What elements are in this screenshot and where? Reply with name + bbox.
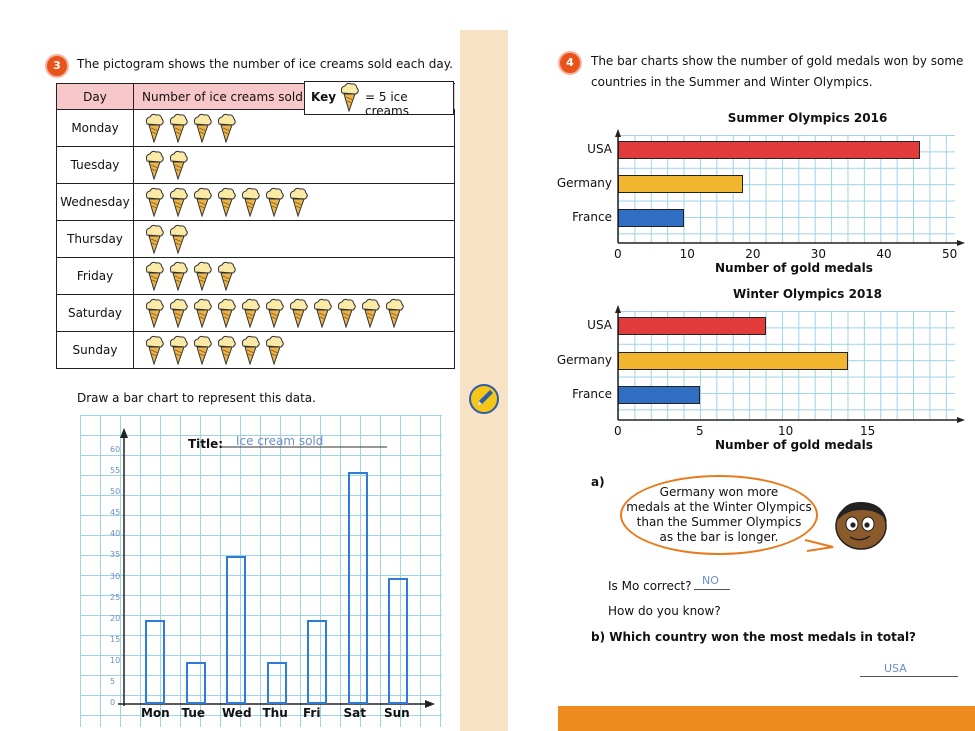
x-category-label: Mon	[141, 706, 170, 720]
x-category-label: Fri	[303, 706, 321, 720]
bubble-line-3: than the Summer Olympics	[636, 515, 802, 529]
y-tick-label: 35	[110, 550, 121, 560]
q3-instruction: Draw a bar chart to represent this data.	[77, 391, 316, 405]
category-label: Germany	[556, 176, 612, 190]
answer-b-line	[860, 676, 958, 677]
x-tick-label: 5	[696, 424, 704, 438]
chart-bar	[618, 386, 700, 404]
y-tick-label: 50	[110, 487, 121, 497]
answer-usa[interactable]: USA	[884, 662, 907, 675]
category-label: USA	[587, 142, 612, 156]
y-tick-label: 40	[110, 529, 121, 539]
x-tick-label: 10	[778, 424, 794, 438]
day-label: Wednesday	[57, 184, 134, 221]
header-number: Number of ice creams sold	[134, 84, 455, 110]
y-tick-label: 10	[110, 655, 121, 665]
x-category-label: Wed	[222, 706, 252, 720]
chart-title: Summer Olympics 2016	[727, 111, 888, 125]
boy-avatar	[832, 498, 894, 552]
day-label: Saturday	[57, 295, 134, 332]
day-label: Sunday	[57, 332, 134, 369]
y-tick-label: 20	[110, 613, 121, 623]
answer-no[interactable]: NO	[702, 574, 719, 587]
chart-title-label: Title:	[188, 437, 224, 451]
q3-prompt: The pictogram shows the number of ice creams sold each day.	[77, 57, 453, 71]
question-number-4: 4	[558, 51, 582, 75]
chart-bar	[618, 352, 848, 370]
day-label: Friday	[57, 258, 134, 295]
x-tick-label: 40	[876, 247, 892, 261]
y-tick-label: 30	[110, 571, 121, 581]
question-number-3: 3	[45, 54, 69, 78]
category-label: Germany	[556, 353, 612, 367]
y-tick-label: 5	[110, 676, 116, 686]
x-axis-label: Number of gold medals	[715, 438, 873, 452]
bubble-line-4: as the bar is longer.	[659, 530, 779, 544]
chart-title: Winter Olympics 2018	[732, 287, 883, 301]
y-tick-label: 0	[110, 698, 116, 707]
x-tick-label: 0	[614, 247, 622, 261]
day-label: Tuesday	[57, 147, 134, 184]
key-value: = 5 ice creams	[365, 90, 409, 118]
x-tick-label: 10	[679, 247, 695, 261]
q4-prompt-line2: countries in the Summer and Winter Olympics.	[591, 75, 873, 89]
chart-title-handwritten[interactable]: Ice cream sold	[236, 434, 324, 448]
x-category-label: Sun	[384, 706, 410, 720]
x-tick-label: 20	[745, 247, 761, 261]
x-tick-label: 15	[860, 424, 876, 438]
speech-bubble	[620, 475, 818, 555]
y-tick-label: 55	[110, 466, 121, 476]
x-axis-label: Number of gold medals	[715, 261, 873, 275]
y-tick-label: 15	[110, 634, 121, 644]
part-b-question: b) Which country won the most medals in total?	[591, 630, 917, 644]
answer1-line	[694, 589, 730, 590]
day-label: Thursday	[57, 221, 134, 258]
question-mo-correct: Is Mo correct?	[608, 579, 692, 593]
q4-prompt-line1: The bar charts show the number of gold medals won by some	[591, 54, 964, 68]
category-label: France	[572, 210, 612, 224]
x-category-label: Tue	[181, 706, 206, 720]
day-label: Monday	[57, 110, 134, 147]
y-tick-label: 45	[110, 508, 121, 518]
header-day: Day	[57, 84, 134, 110]
x-tick-label: 30	[810, 247, 827, 261]
key-label: Key	[311, 90, 337, 104]
x-tick-label: 0	[614, 424, 622, 438]
y-tick-label: 25	[110, 592, 121, 602]
question-how-know: How do you know?	[608, 604, 721, 618]
x-tick-label: 50	[942, 247, 958, 261]
category-label: France	[572, 387, 612, 401]
category-label: USA	[587, 318, 612, 332]
bubble-line-2: medals at the Winter Olympics	[626, 500, 812, 514]
x-category-label: Sat	[343, 706, 366, 720]
bubble-line-1: Germany won more	[659, 485, 779, 499]
y-tick-label: 60	[110, 445, 121, 454]
chart-bar	[618, 317, 766, 335]
bubble-tail	[805, 535, 835, 555]
x-category-label: Thu	[262, 706, 288, 720]
part-a-label: a)	[591, 475, 605, 489]
